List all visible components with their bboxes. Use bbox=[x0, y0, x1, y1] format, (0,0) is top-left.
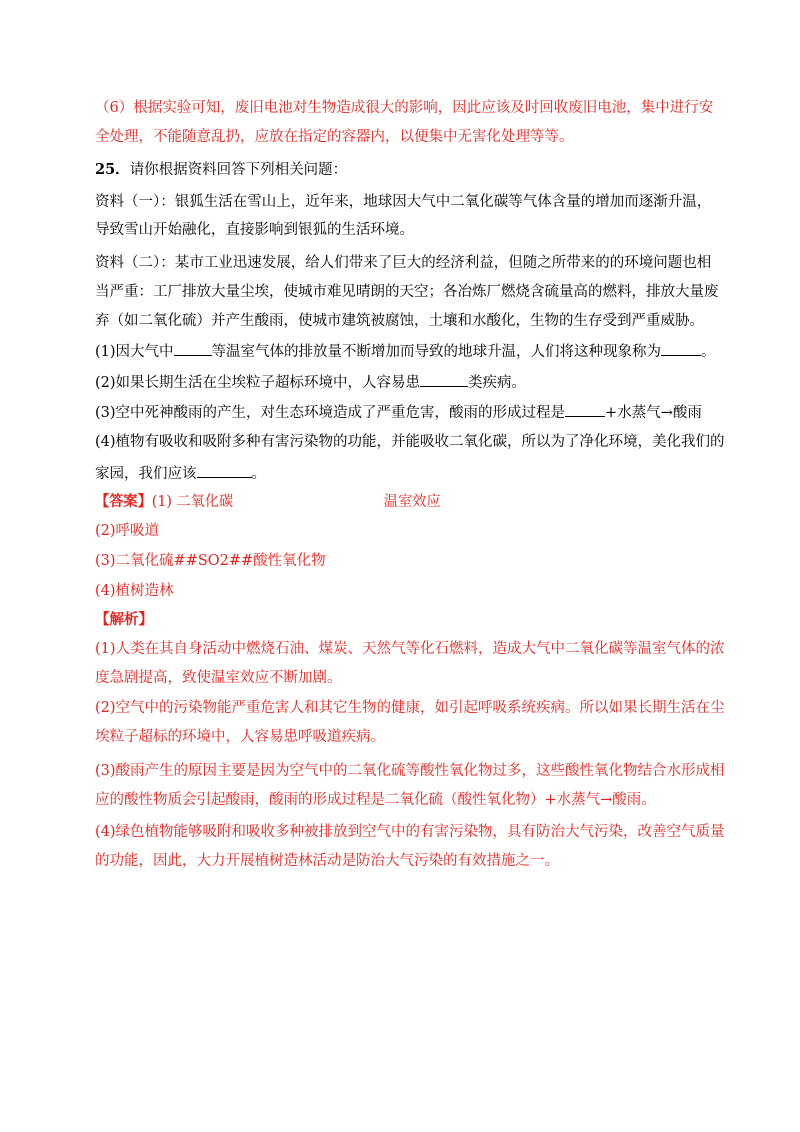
question-number: 25． bbox=[95, 161, 130, 178]
answer-blank bbox=[565, 402, 605, 417]
material1-line1: 资料（一）：银狐生活在雪山上，近年来，地球因大气中二氧化碳等气体含量的增加而逐渐升温， bbox=[95, 194, 712, 210]
answer-2: (2)呼吸道 bbox=[95, 523, 160, 539]
analysis-4-line1: (4)绿色植物能够吸附和吸收多种被排放到空气中的有害污染物，具有防治大气污染，改善空气质量 bbox=[95, 824, 725, 840]
answer-tag: 【答案】 bbox=[95, 493, 152, 510]
material2-line2: 当严重：工厂排放大量尘埃，使城市难见晴朗的天空；各冶炼厂燃烧含硫量高的燃料，排放大量废 bbox=[95, 284, 719, 300]
answer-1-first: 二氧化碳 bbox=[176, 494, 234, 510]
answer-4: (4)植树造林 bbox=[95, 583, 174, 599]
subquestion-3 bbox=[95, 402, 702, 423]
answer-3: (3)二氧化硫##SO2##酸性氧化物 bbox=[95, 553, 326, 569]
analysis-2-line1: (2)空气中的污染物能严重危害人和其它生物的健康，如引起呼吸系统疾病。所以如果长期生活在尘 bbox=[95, 700, 725, 716]
question-stem: 请你根据资料回答下列相关问题： bbox=[129, 162, 348, 178]
answer-blank bbox=[661, 341, 701, 356]
q4-text-a: 家园，我们应该 bbox=[95, 466, 197, 482]
analysis-1-line1: (1)人类在其自身活动中燃烧石油、煤炭、天然气等化石燃料，造成大气中二氧化碳等温室气体的浓 bbox=[95, 641, 725, 657]
analysis-3-line1: (3)酸雨产生的原因主要是因为空气中的二氧化硫等酸性氧化物过多，这些酸性氧化物结合水形成相 bbox=[95, 763, 725, 779]
subquestion-4-line1: (4)植物有吸收和吸附多种有害污染物的功能，并能吸收二氧化碳，所以为了净化环境，美化我们的 bbox=[95, 434, 725, 450]
subquestion-1 bbox=[95, 341, 716, 362]
q24-item6-line1: （6）根据实验可知，废旧电池对生物造成很大的影响，因此应该及时回收废旧电池，集中进行安 bbox=[95, 100, 714, 116]
analysis-4-line2: 的功能，因此，大力开展植树造林活动是防治大气污染的有效措施之一。 bbox=[95, 853, 559, 869]
answer-blank bbox=[174, 341, 212, 356]
analysis-tag: 【解析】 bbox=[95, 611, 153, 628]
answer-blank bbox=[197, 463, 252, 478]
q24-item6-line2: 全处理，不能随意乱扔，应放在指定的容器内，以便集中无害化处理等等。 bbox=[95, 129, 574, 145]
answer-line-1 bbox=[95, 492, 780, 512]
answer-blank bbox=[420, 372, 468, 387]
q1-text-b: 等温室气体的排放量不断增加而导致的地球升温，人们将这种现象称为 bbox=[211, 344, 662, 360]
subquestion-2 bbox=[95, 372, 526, 393]
q2-text-b: 类疾病。 bbox=[468, 375, 527, 391]
answer-1-second: 温室效应 bbox=[383, 494, 441, 510]
subquestion-4-line2 bbox=[95, 463, 266, 484]
material2-line3: 弃（如二氧化硫）并产生酸雨，使城市建筑被腐蚀，土壤和水酸化，生物的生存受到严重威胁。 bbox=[95, 313, 704, 329]
analysis-2-line2: 埃粒子超标的环境中，人容易患呼吸道疾病。 bbox=[95, 729, 385, 745]
analysis-1-line2: 度急剧提高，致使温室效应不断加剧。 bbox=[95, 670, 342, 686]
material2-line1: 资料（二）：某市工业迅速发展，给人们带来了巨大的经济利益，但随之所带来的的环境问题也相 bbox=[95, 255, 712, 271]
q2-text-a: (2)如果长期生活在尘埃粒子超标环境中，人容易患 bbox=[95, 375, 421, 391]
q3-text-a: (3)空中死神酸雨的产生，对生态环境造成了严重危害，酸雨的形成过程是 bbox=[95, 405, 566, 421]
q1-text-a: (1)因大气中 bbox=[95, 344, 174, 360]
q3-text-b: +水蒸气→酸雨 bbox=[605, 405, 702, 421]
q4-text-b: 。 bbox=[251, 466, 266, 482]
analysis-3-line2: 应的酸性物质会引起酸雨，酸雨的形成过程是二氧化硫（酸性氧化物）+水蒸气→酸雨。 bbox=[95, 792, 656, 808]
answer-1-label: (1) bbox=[151, 494, 177, 510]
q25-stem bbox=[95, 160, 347, 180]
material1-line2: 导致雪山开始融化，直接影响到银狐的生活环境。 bbox=[95, 222, 414, 238]
q1-text-c: 。 bbox=[701, 344, 716, 360]
